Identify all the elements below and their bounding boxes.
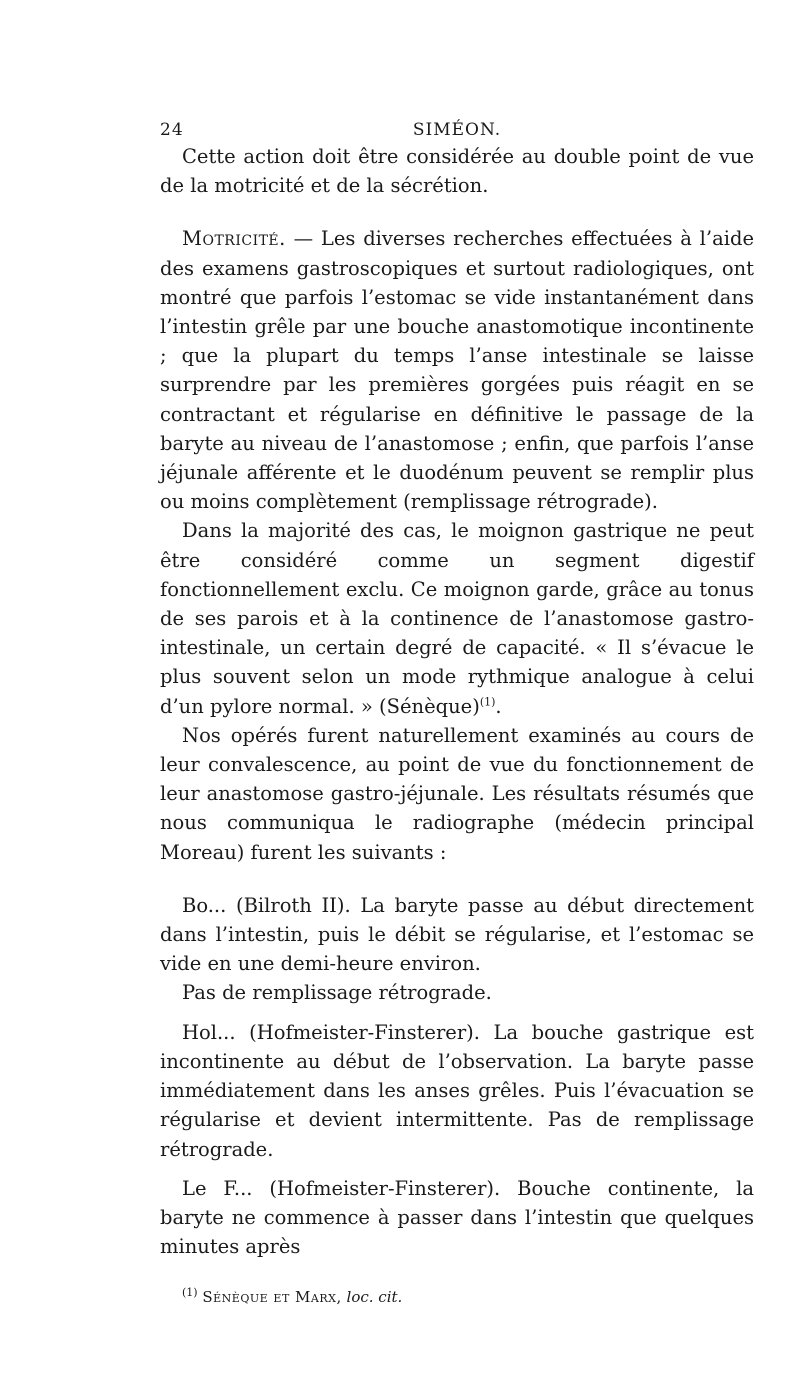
- paragraph-motricite: [160, 224, 754, 516]
- running-title: SIMÉON.: [412, 120, 502, 140]
- footnote-mark: (1): [182, 1286, 198, 1300]
- page-number: 24: [160, 120, 184, 140]
- paragraph-moignon: [160, 516, 754, 720]
- paragraph-case-bo-result: Pas de remplissage rétrograde.: [182, 981, 492, 1005]
- footnote-ref: loc. cit.: [346, 1288, 403, 1307]
- section-lead: Motricité.: [182, 227, 286, 251]
- footnote: [160, 1287, 754, 1307]
- paragraph-case-bo: Bo... (Bilroth II). La baryte passe au début directement dans l’intestin, puis le débit se régularise, et l’estomac se vide en une demi-heure environ.: [160, 893, 754, 976]
- paragraph-moignon-tail: .: [495, 694, 502, 718]
- paragraph-case-hol: Hol... (Hofmeister-Finsterer). La bouche gastrique est incontinente au début de l’observation. La baryte passe immédiatement dans les anses grêles. Puis l’évacuation se régularise et devient intermittente. Pas de remplissage rétrograde.: [160, 1020, 754, 1161]
- paragraph-intro: Cette action doit être considérée au double point de vue de la motricité et de la sécrétion.: [160, 145, 754, 198]
- footnote-reference: (1): [479, 695, 496, 709]
- paragraph-motricite-text: — Les diverses recherches effectuées à l’aide des examens gastroscopiques et surtout radiologiques, ont montré que parfois l’estomac se vide instantanément dans l’intestin grêle par une bouche anastomotique incontinente ; que la plupart du temps l’anse intestinale se laisse surprendre par les premières gorgées puis réagit en se contractant et régularise en définitive le passage de la baryte au niveau de l’anastomose ; enfin, que parfois l’anse jéjunale afférente et le duodénum peuvent se remplir plus ou moins complètement (remplissage rétrograde).: [160, 227, 754, 514]
- paragraph-operes: Nos opérés furent naturellement examinés au cours de leur convalescence, au point de vue du fonctionnement de leur anastomose gastro-jéjunale. Les résultats résumés que nous communiqua le radiographe (médecin principal Moreau) furent les suivants :: [160, 723, 754, 864]
- book-page: [160, 112, 754, 1332]
- paragraph-moignon-text: Dans la majorité des cas, le moignon gastrique ne peut être considéré comme un segment digestif fonctionnellement exclu. Ce moignon garde, grâce au tonus de ses parois et à la continence de l’anastomose gastro-intestinale, un certain degré de capacité. « Il s’évacue le plus souvent selon un mode rythmique analogue à celui d’un pylore normal. » (Sénèque): [160, 519, 754, 718]
- page-header: [160, 112, 754, 142]
- footnote-authors: Sénèque et Marx,: [202, 1288, 342, 1307]
- paragraph-case-lef: Le F... (Hofmeister-Finsterer). Bouche continente, la baryte ne commence à passer dans l’intestin que quelques minutes après: [160, 1176, 754, 1259]
- page-body: [160, 142, 754, 1261]
